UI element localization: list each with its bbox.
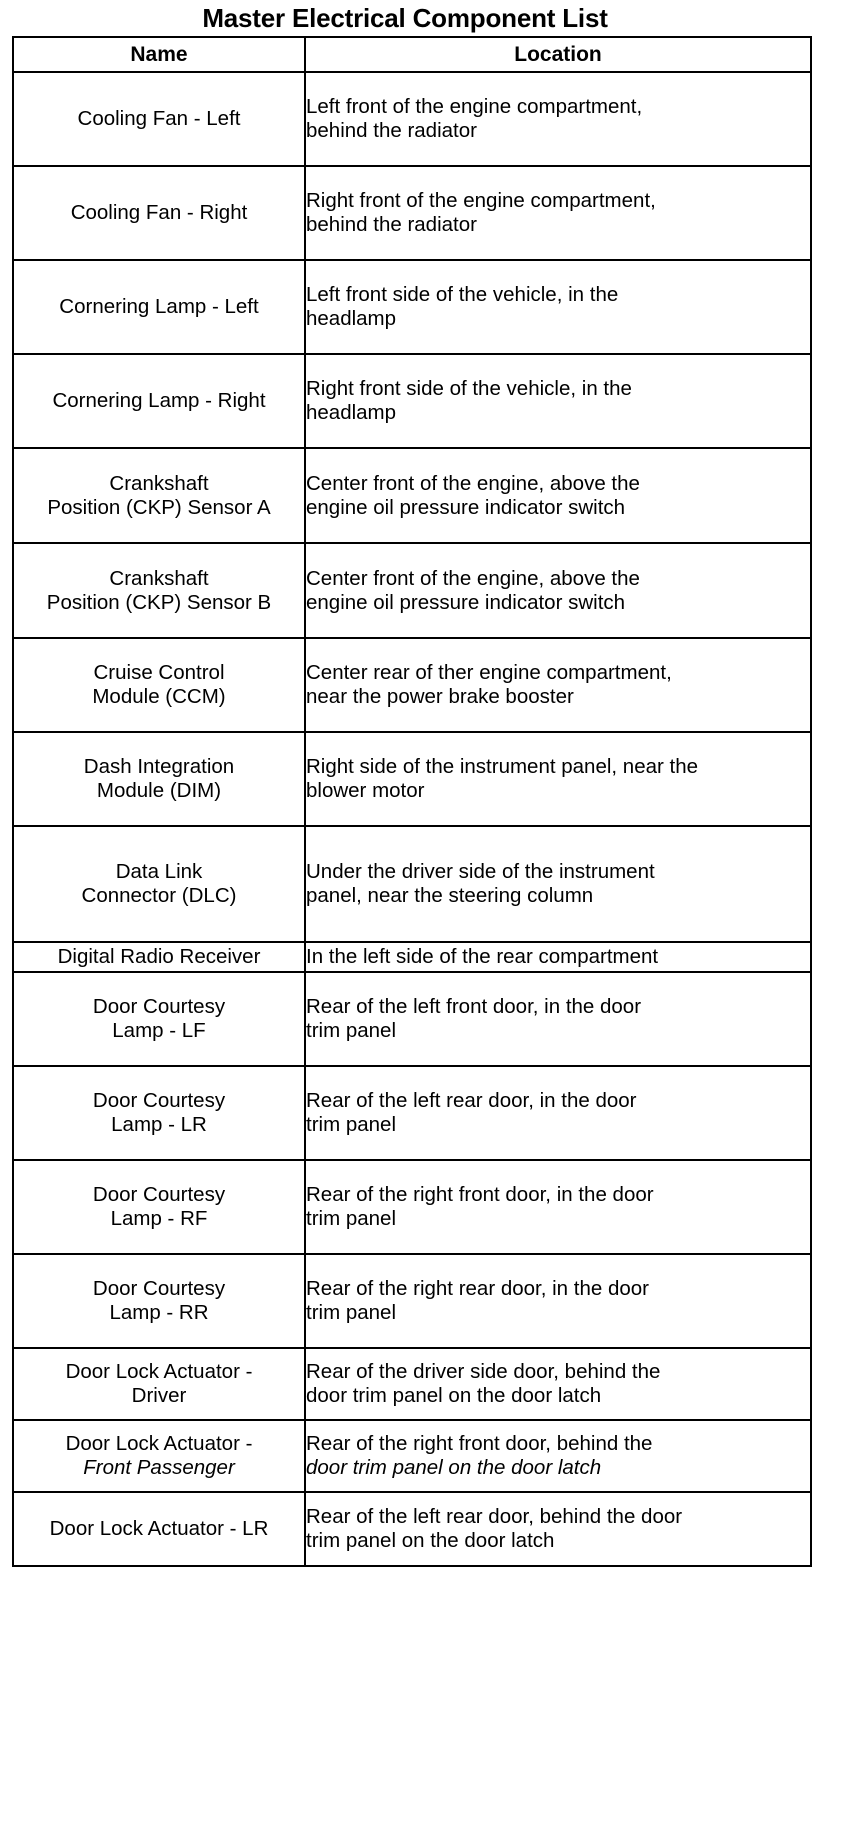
- location-line: trim panel: [306, 1301, 397, 1324]
- location-line: Right side of the instrument panel, near the: [306, 755, 699, 778]
- component-name: [13, 942, 305, 972]
- page-title: Master Electrical Component List: [202, 3, 608, 33]
- location-line: Rear of the left rear door, in the door: [306, 1089, 637, 1112]
- table-row: [13, 1160, 811, 1254]
- name-line: Crankshaft: [109, 471, 209, 495]
- component-name: [13, 72, 305, 166]
- component-name: [13, 826, 305, 942]
- table-row: [13, 638, 811, 732]
- component-name: [13, 732, 305, 826]
- table-row: [13, 448, 811, 543]
- location-line: Center front of the engine, above the: [306, 566, 640, 590]
- location-line: door trim panel on the door latch: [306, 1456, 602, 1479]
- component-location: [305, 732, 811, 826]
- name-line: Door Courtesy: [92, 1183, 226, 1206]
- component-location: [305, 166, 811, 260]
- location-line: engine oil pressure indicator switch: [306, 495, 626, 519]
- table-row: [13, 972, 811, 1066]
- table-row: [13, 826, 811, 942]
- name-line: Door Courtesy: [92, 1277, 226, 1300]
- name-line: Cooling Fan - Left: [77, 107, 241, 130]
- name-line: Door Lock Actuator -: [65, 1432, 253, 1455]
- location-line: panel, near the steering column: [306, 884, 594, 907]
- table-header-row: [13, 37, 811, 72]
- location-line: Rear of the driver side door, behind the: [306, 1360, 661, 1383]
- location-line: Center rear of ther engine compartment,: [306, 661, 672, 684]
- name-line: Crankshaft: [109, 566, 209, 590]
- table-row: [13, 260, 811, 354]
- component-location: [305, 1492, 811, 1566]
- column-header-name: Name: [13, 37, 305, 72]
- component-name: [13, 972, 305, 1066]
- location-line: behind the radiator: [306, 119, 477, 142]
- name-line: Module (CCM): [92, 685, 226, 708]
- component-location: [305, 638, 811, 732]
- location-line: Right front of the engine compartment,: [306, 189, 656, 212]
- component-name: [13, 1492, 305, 1566]
- component-location: [305, 1420, 811, 1492]
- location-line: near the power brake booster: [306, 685, 574, 708]
- component-name: [13, 166, 305, 260]
- location-line: Rear of the left front door, in the door: [306, 995, 642, 1018]
- location-line: Rear of the right rear door, in the door: [306, 1277, 650, 1300]
- name-line: Cruise Control: [93, 661, 225, 684]
- component-location: [305, 448, 811, 543]
- table-row: [13, 1492, 811, 1566]
- name-line: Driver: [131, 1384, 187, 1407]
- location-line: Left front of the engine compartment,: [306, 95, 643, 118]
- location-line: headlamp: [306, 307, 397, 330]
- component-location: [305, 260, 811, 354]
- location-line: trim panel: [306, 1113, 397, 1136]
- component-location: [305, 1160, 811, 1254]
- component-location: [305, 972, 811, 1066]
- column-header-location: Location: [305, 37, 811, 72]
- table-row: [13, 1348, 811, 1420]
- name-line: Data Link: [115, 860, 203, 883]
- location-line: Under the driver side of the instrument: [306, 860, 655, 883]
- component-name: [13, 448, 305, 543]
- name-line: Front Passenger: [83, 1456, 235, 1479]
- component-location: [305, 1066, 811, 1160]
- name-line: Connector (DLC): [81, 884, 237, 907]
- component-location: [305, 354, 811, 448]
- component-name: [13, 1254, 305, 1348]
- name-line: Cornering Lamp - Left: [59, 295, 259, 318]
- component-location: [305, 72, 811, 166]
- name-line: Dash Integration: [83, 755, 235, 778]
- location-line: door trim panel on the door latch: [306, 1384, 602, 1407]
- table-row: [13, 942, 811, 972]
- table-row: [13, 1066, 811, 1160]
- name-line: Door Courtesy: [92, 1089, 226, 1112]
- name-line: Module (DIM): [96, 779, 222, 802]
- table-row: [13, 1254, 811, 1348]
- location-line: Rear of the left rear door, behind the door: [306, 1505, 683, 1528]
- location-line: Rear of the right front door, in the door: [306, 1183, 654, 1206]
- name-line: Lamp - LR: [111, 1113, 207, 1136]
- location-line: Right front side of the vehicle, in the: [306, 377, 632, 400]
- location-line: trim panel: [306, 1207, 397, 1230]
- component-name: [13, 1066, 305, 1160]
- location-line: headlamp: [306, 401, 397, 424]
- location-line: Left front side of the vehicle, in the: [306, 283, 619, 306]
- table-row: [13, 354, 811, 448]
- name-line: Cornering Lamp - Right: [52, 389, 266, 412]
- location-line: In the left side of the rear compartment: [306, 945, 659, 968]
- location-line: trim panel: [306, 1019, 397, 1042]
- name-line: Door Lock Actuator -: [65, 1360, 253, 1383]
- component-name: [13, 354, 305, 448]
- location-line: Rear of the right front door, behind the: [306, 1432, 653, 1455]
- component-name: [13, 543, 305, 638]
- table-row: [13, 1420, 811, 1492]
- component-table: [12, 36, 812, 1567]
- location-line: blower motor: [306, 779, 425, 802]
- name-line: Door Lock Actuator - LR: [49, 1517, 269, 1540]
- table-row: [13, 72, 811, 166]
- component-name: [13, 1348, 305, 1420]
- name-line: Position (CKP) Sensor A: [47, 495, 271, 519]
- location-line: Center front of the engine, above the: [306, 471, 640, 495]
- component-location: [305, 1348, 811, 1420]
- component-name: [13, 1160, 305, 1254]
- location-line: trim panel on the door latch: [306, 1529, 555, 1552]
- location-line: engine oil pressure indicator switch: [306, 590, 626, 614]
- name-line: Door Courtesy: [92, 995, 226, 1018]
- name-line: Lamp - LF: [112, 1019, 206, 1042]
- table-row: [13, 166, 811, 260]
- table-row: [13, 732, 811, 826]
- component-name: [13, 638, 305, 732]
- name-line: Lamp - RF: [110, 1207, 208, 1230]
- name-line: Digital Radio Receiver: [57, 945, 261, 968]
- component-name: [13, 260, 305, 354]
- component-location: [305, 942, 811, 972]
- name-line: Lamp - RR: [109, 1301, 209, 1324]
- component-location: [305, 826, 811, 942]
- table-row: [13, 543, 811, 638]
- component-name: [13, 1420, 305, 1492]
- location-line: behind the radiator: [306, 213, 477, 236]
- component-location: [305, 543, 811, 638]
- name-line: Position (CKP) Sensor B: [46, 590, 272, 614]
- name-line: Cooling Fan - Right: [70, 201, 248, 224]
- component-location: [305, 1254, 811, 1348]
